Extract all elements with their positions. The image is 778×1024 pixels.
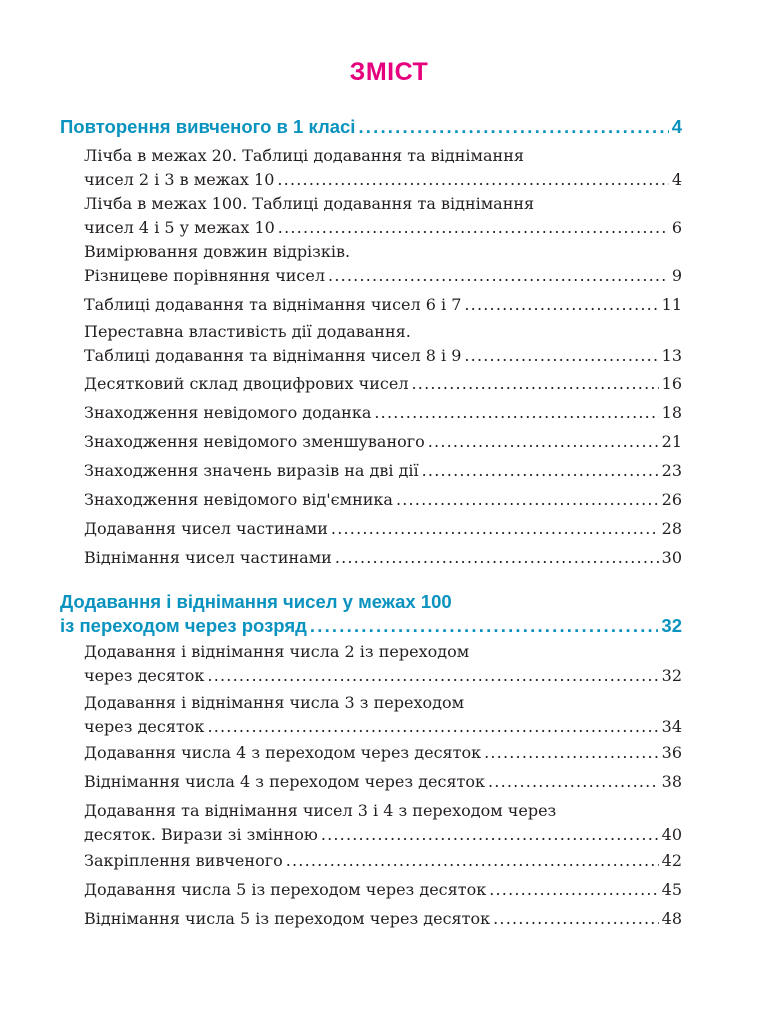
entry-title-line: Віднімання числа 4 з переходом через десяток bbox=[84, 772, 486, 791]
toc-entry[interactable] bbox=[84, 459, 682, 483]
toc-entry[interactable] bbox=[84, 240, 682, 288]
toc-entry[interactable] bbox=[84, 849, 682, 873]
dot-leader bbox=[412, 372, 659, 396]
toc-entry[interactable] bbox=[84, 192, 682, 240]
entry-title-line: десяток. Вирази зі змінною bbox=[84, 825, 318, 844]
page-number: 38 bbox=[661, 772, 682, 791]
dot-leader bbox=[310, 614, 659, 638]
entry-title-line: Вимірювання довжин відрізків. bbox=[84, 242, 351, 261]
dot-leader bbox=[358, 115, 668, 139]
page-number: 32 bbox=[661, 666, 682, 685]
toc-entry[interactable] bbox=[84, 517, 682, 541]
entry-title-line: Додавання та віднімання чисел 3 і 4 з переходом через bbox=[84, 801, 557, 820]
entry-title-line: Десятковий склад двоцифрових чисел bbox=[84, 374, 409, 393]
section-heading-title: із переходом через розряд bbox=[60, 615, 307, 636]
dot-leader bbox=[484, 741, 659, 765]
toc-entry[interactable] bbox=[84, 144, 682, 192]
page-number: 30 bbox=[661, 548, 682, 567]
section-heading-2[interactable] bbox=[60, 590, 682, 638]
page-number: 28 bbox=[661, 519, 682, 538]
entry-title-line: Знаходження невідомого зменшуваного bbox=[84, 432, 425, 451]
toc-entry[interactable] bbox=[84, 878, 682, 902]
page-number: 34 bbox=[661, 717, 682, 736]
entry-title-line: через десяток bbox=[84, 717, 205, 736]
page-number: 42 bbox=[661, 851, 682, 870]
dot-leader bbox=[278, 216, 669, 240]
toc-entry[interactable] bbox=[84, 770, 682, 794]
entry-title-line: Різницеве порівняння чисел bbox=[84, 266, 326, 285]
entry-title-line: Знаходження значень виразів на дві дії bbox=[84, 461, 419, 480]
page-number: 18 bbox=[661, 403, 682, 422]
dot-leader bbox=[422, 459, 659, 483]
entry-title-line: Додавання і віднімання числа 2 із переходом bbox=[84, 642, 470, 661]
toc-entry[interactable] bbox=[84, 430, 682, 454]
dot-leader bbox=[488, 770, 659, 794]
entry-title-line: Знаходження невідомого від'ємника bbox=[84, 490, 393, 509]
page-number: 26 bbox=[661, 490, 682, 509]
entry-title-line: Додавання і віднімання числа 3 з переходом bbox=[84, 693, 465, 712]
entry-title-line: Знаходження невідомого доданка bbox=[84, 403, 372, 422]
page-number: 16 bbox=[661, 374, 682, 393]
dot-leader bbox=[464, 344, 658, 368]
dot-leader bbox=[489, 878, 658, 902]
page-number: 4 bbox=[671, 116, 682, 137]
page-number: 9 bbox=[671, 266, 682, 285]
dot-leader bbox=[321, 823, 659, 847]
dot-leader bbox=[331, 517, 659, 541]
dot-leader bbox=[374, 401, 658, 425]
entry-title-line: Переставна властивість дії додавання. bbox=[84, 322, 411, 341]
section-heading-title: Повторення вивченого в 1 класі bbox=[60, 116, 356, 137]
toc-entry[interactable] bbox=[84, 401, 682, 425]
entry-title-line: чисел 2 і 3 в межах 10 bbox=[84, 170, 275, 189]
dot-leader bbox=[207, 664, 658, 688]
entry-title-line: Таблиці додавання та віднімання чисел 8 і 9 bbox=[84, 346, 462, 365]
entry-title-line: Віднімання чисел частинами bbox=[84, 548, 332, 567]
dot-leader bbox=[493, 907, 659, 931]
toc-entry[interactable] bbox=[84, 741, 682, 765]
toc-entry[interactable] bbox=[84, 691, 682, 739]
entry-title-line: Лічба в межах 100. Таблиці додавання та віднімання bbox=[84, 194, 535, 213]
page-number: 36 bbox=[661, 743, 682, 762]
page-title: ЗМІСТ bbox=[349, 58, 429, 86]
page-number: 48 bbox=[661, 909, 682, 928]
section-heading-1[interactable] bbox=[60, 115, 682, 139]
page-number: 23 bbox=[661, 461, 682, 480]
page-number: 32 bbox=[661, 615, 682, 636]
entry-title-line: Таблиці додавання та віднімання чисел 6 і 7 bbox=[84, 295, 462, 314]
toc-entry[interactable] bbox=[84, 293, 682, 317]
dot-leader bbox=[328, 264, 669, 288]
page-number: 11 bbox=[661, 295, 682, 314]
toc-entry[interactable] bbox=[84, 546, 682, 570]
toc-entry[interactable] bbox=[84, 640, 682, 688]
toc-entry[interactable] bbox=[84, 799, 682, 847]
page-number: 21 bbox=[661, 432, 682, 451]
page-number: 13 bbox=[661, 346, 682, 365]
entry-title-line: Лічба в межах 20. Таблиці додавання та віднімання bbox=[84, 146, 524, 165]
page-number: 6 bbox=[671, 218, 682, 237]
dot-leader bbox=[428, 430, 659, 454]
page-number: 4 bbox=[671, 170, 682, 189]
entry-title-line: Додавання числа 5 із переходом через десяток bbox=[84, 880, 487, 899]
entry-title-line: через десяток bbox=[84, 666, 205, 685]
entry-title-line: Додавання числа 4 з переходом через десяток bbox=[84, 743, 482, 762]
toc-entry[interactable] bbox=[84, 372, 682, 396]
entry-title-line: Закріплення вивченого bbox=[84, 851, 283, 870]
entry-title-line: Віднімання числа 5 із переходом через десяток bbox=[84, 909, 491, 928]
dot-leader bbox=[286, 849, 659, 873]
dot-leader bbox=[464, 293, 658, 317]
dot-leader bbox=[277, 168, 668, 192]
dot-leader bbox=[207, 715, 658, 739]
dot-leader bbox=[335, 546, 659, 570]
page-number: 40 bbox=[661, 825, 682, 844]
entry-title-line: Додавання чисел частинами bbox=[84, 519, 328, 538]
toc-entry[interactable] bbox=[84, 488, 682, 512]
entry-title-line: чисел 4 і 5 у межах 10 bbox=[84, 218, 275, 237]
toc-entry[interactable] bbox=[84, 907, 682, 931]
dot-leader bbox=[396, 488, 659, 512]
section-heading-title: Додавання і віднімання чисел у межах 100 bbox=[60, 591, 452, 612]
page-number: 45 bbox=[661, 880, 682, 899]
toc-entry[interactable] bbox=[84, 320, 682, 368]
